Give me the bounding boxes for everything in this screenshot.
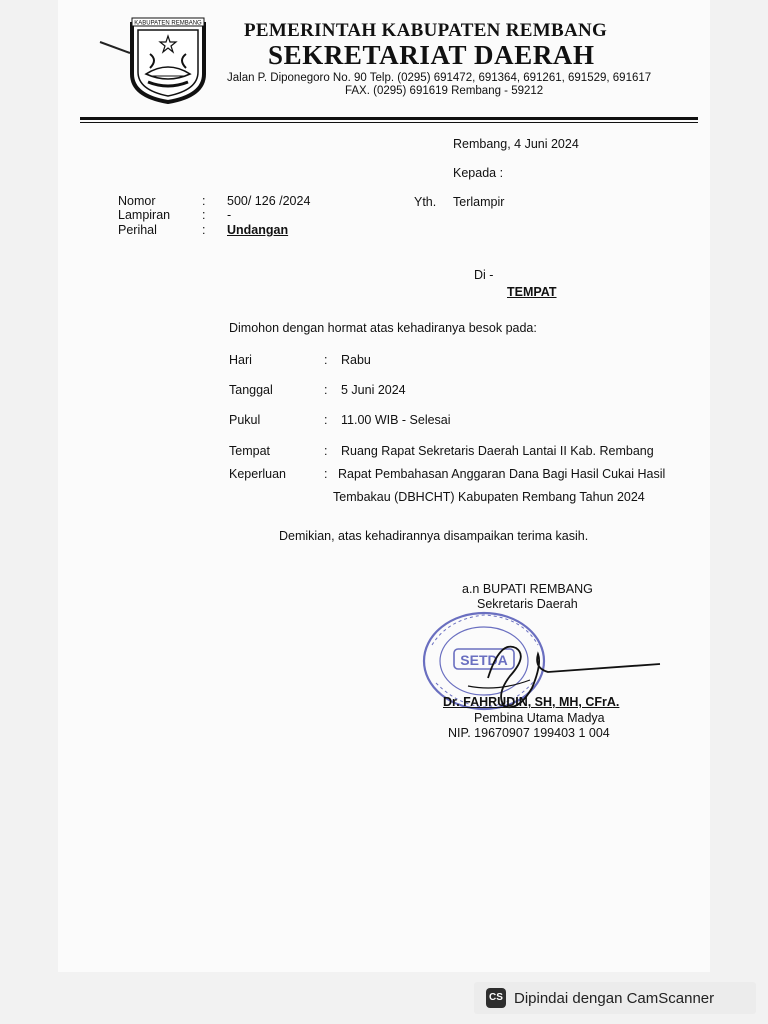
tanggal-colon: : [324,383,328,397]
logo-caption: KABUPATEN REMBANG [134,20,202,27]
regency-logo-icon [128,16,208,104]
pukul-label: Pukul [229,413,261,427]
perihal-colon: : [202,223,206,237]
perihal-label: Perihal [118,223,157,237]
signatory-name: Dr. FAHRUDIN, SH, MH, CFrA. [443,695,620,709]
to-label: Kepada : [453,166,504,180]
government-title: PEMERINTAH KABUPATEN REMBANG [244,20,608,41]
nomor-value: 500/ 126 /2024 [227,194,311,208]
place-date: Rembang, 4 Juni 2024 [453,137,579,151]
hari-value: Rabu [341,353,371,367]
tempat-colon: : [324,444,328,458]
tanggal-label: Tanggal [229,383,273,397]
office-fax: FAX. (0295) 691619 Rembang - 59212 [345,85,544,97]
signature-on-behalf: a.n BUPATI REMBANG [462,582,593,596]
place-tempat: TEMPAT [507,285,557,299]
lampiran-colon: : [202,208,206,222]
lampiran-value: - [227,208,232,222]
keperluan-colon: : [324,467,328,481]
signatory-rank: Pembina Utama Madya [474,711,605,725]
letterhead-rule-thin [80,122,698,123]
stamp-text: SETDA [460,652,508,668]
keperluan-value-line2: Tembakau (DBHCHT) Kabupaten Rembang Tahun 2024 [333,490,645,504]
tanggal-value: 5 Juni 2024 [341,383,406,397]
signatory-nip: NIP. 19670907 199403 1 004 [448,726,610,740]
intro-text: Dimohon dengan hormat atas kehadiranya besok pada: [229,321,537,335]
signature-position: Sekretaris Daerah [477,597,578,611]
camscanner-icon: CS [486,988,506,1008]
pukul-value: 11.00 WIB - Selesai [341,413,451,427]
pukul-colon: : [324,413,328,427]
nomor-colon: : [202,194,206,208]
yth-label: Yth. [414,195,437,209]
tempat-label: Tempat [229,444,270,458]
perihal-value: Undangan [227,223,289,237]
camscanner-watermark [474,982,756,1014]
office-address: Jalan P. Diponegoro No. 90 Telp. (0295) 691472, 691364, 691261, 691529, 691617 [227,72,652,84]
office-title: SEKRETARIAT DAERAH [268,40,595,70]
hari-label: Hari [229,353,252,367]
keperluan-value-line1: Rapat Pembahasan Anggaran Dana Bagi Hasil Cukai Hasil [338,467,666,481]
hari-colon: : [324,353,328,367]
closing-text: Demikian, atas kehadirannya disampaikan terima kasih. [279,529,589,543]
keperluan-label: Keperluan [229,467,286,481]
nomor-label: Nomor [118,194,156,208]
lampiran-label: Lampiran [118,208,171,222]
camscanner-text: Dipindai dengan CamScanner [514,989,715,1007]
letterhead-rule-thick [80,117,698,120]
tempat-value: Ruang Rapat Sekretaris Daerah Lantai II Kab. Rembang [341,444,654,458]
letter-page [58,0,710,972]
di-label: Di - [474,268,494,282]
recipient: Terlampir [453,195,505,209]
